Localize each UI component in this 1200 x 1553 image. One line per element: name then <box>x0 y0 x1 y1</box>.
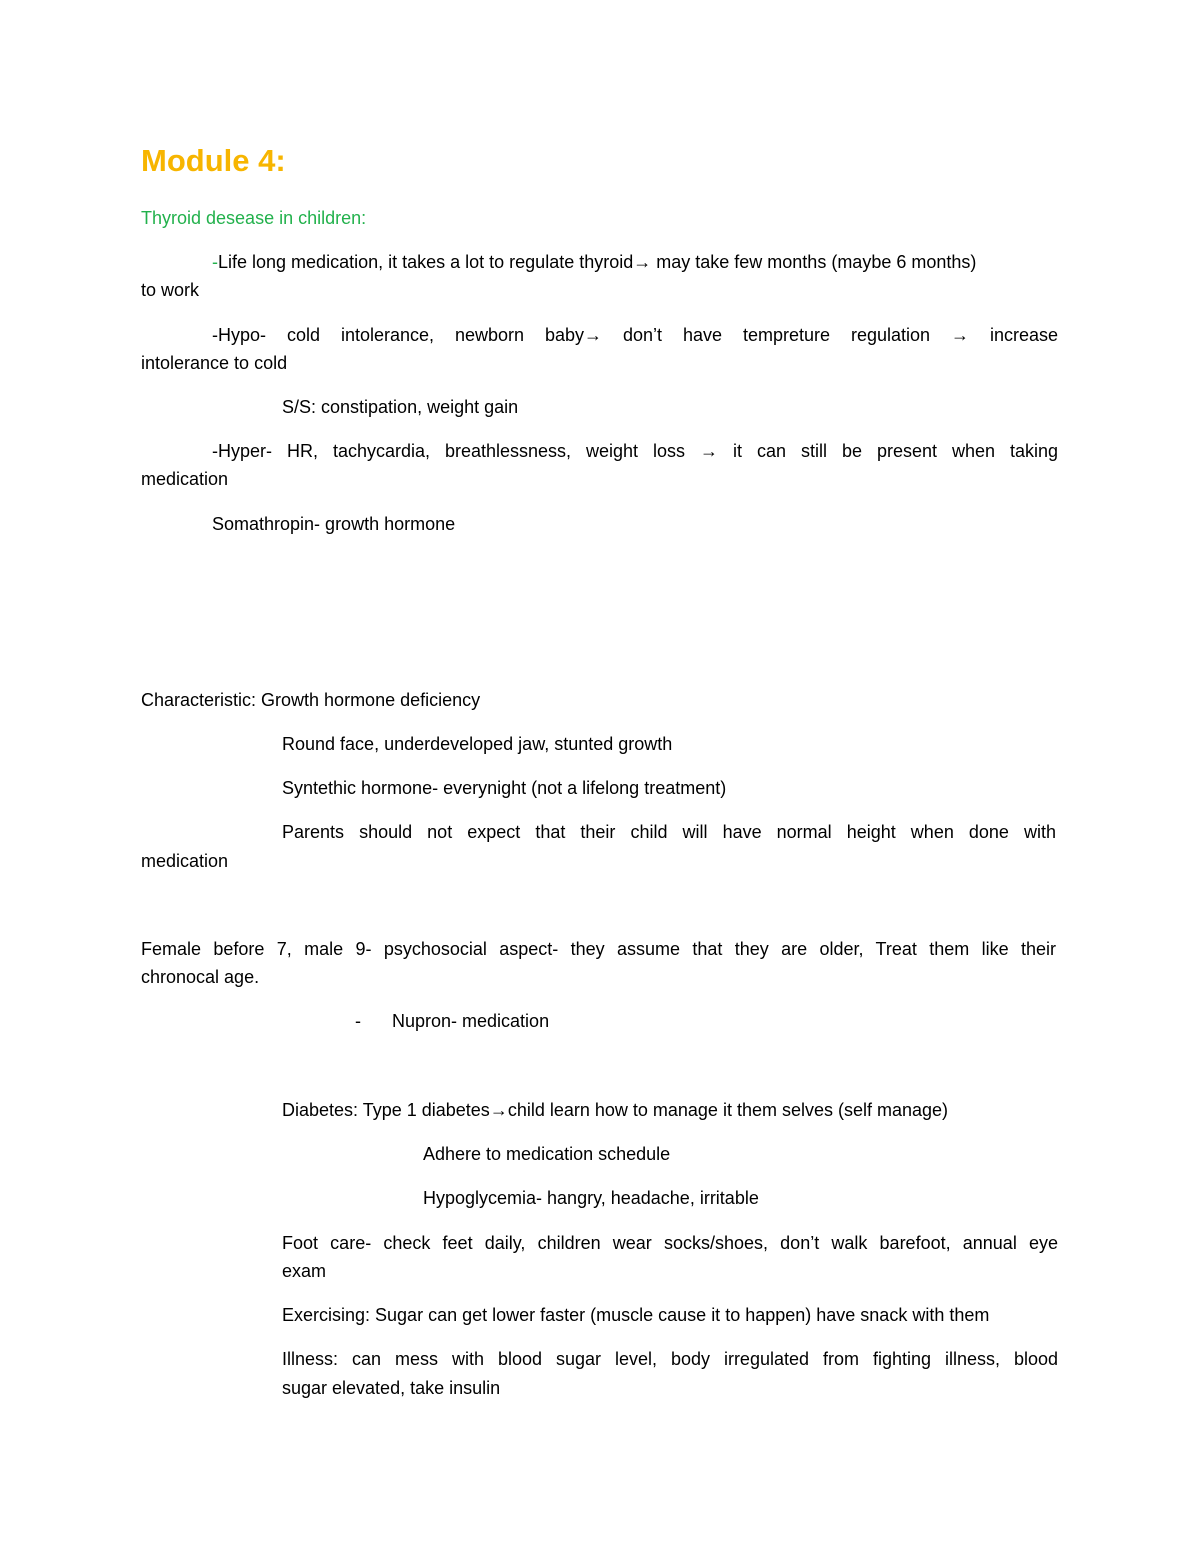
note-line: medication <box>141 851 229 871</box>
note-text: -Hyper- HR, tachycardia, breathlessness, weight loss <box>212 441 701 461</box>
bullet-dash: - <box>355 1011 361 1031</box>
arrow-icon: → <box>633 252 652 272</box>
note-line: Hypoglycemia- hangry, headache, irritable <box>423 1188 759 1208</box>
note-line: to work <box>141 280 200 300</box>
note-line: Nupron- medication <box>392 1011 550 1031</box>
note-text: increase <box>969 325 1058 345</box>
note-line: Characteristic: Growth hormone deficiency <box>141 690 481 710</box>
note-text: child learn how to manage it them selves (self manage) <box>507 1100 949 1120</box>
note-line <box>212 437 1058 465</box>
arrow-icon: → <box>951 325 969 345</box>
note-text: may take few months (maybe 6 months) <box>651 252 977 272</box>
note-text: it can still be present when taking <box>718 441 1059 461</box>
note-line: Syntethic hormone- everynight (not a lifelong treatment) <box>282 778 727 798</box>
note-text: Life long medication, it takes a lot to regulate thyroid <box>218 252 634 272</box>
note-line: Female before 7, male 9- psychosocial aspect- they assume that they are older, Treat them like their <box>141 939 1056 959</box>
bullet-dash: - <box>212 252 218 272</box>
note-line: Foot care- check feet daily, children wear socks/shoes, don’t walk barefoot, annual eye <box>282 1233 1058 1253</box>
note-line: Exercising: Sugar can get lower faster (muscle cause it to happen) have snack with them <box>282 1305 990 1325</box>
page-title: Module 4: <box>141 143 286 178</box>
arrow-icon: → <box>489 1100 508 1120</box>
arrow-icon: → <box>700 441 719 461</box>
section-heading: Thyroid desease in children: <box>141 208 367 228</box>
note-line: Parents should not expect that their child will have normal height when done with <box>282 822 1056 842</box>
note-text: don’t have tempreture regulation <box>602 325 951 345</box>
arrow-icon: → <box>584 325 603 345</box>
note-line: Somathropin- growth hormone <box>212 514 456 534</box>
note-line <box>282 1096 948 1124</box>
note-line: exam <box>282 1261 327 1281</box>
note-line: Illness: can mess with blood sugar level, body irregulated from fighting illness, blood <box>282 1349 1058 1369</box>
note-line: intolerance to cold <box>141 353 288 373</box>
note-line: sugar elevated, take insulin <box>282 1378 501 1398</box>
note-line <box>212 321 1058 349</box>
note-line: medication <box>141 469 229 489</box>
note-line: chronocal age. <box>141 967 260 987</box>
note-line: Adhere to medication schedule <box>423 1144 671 1164</box>
note-line: Round face, underdeveloped jaw, stunted growth <box>282 734 673 754</box>
note-line <box>212 248 1058 276</box>
note-text: Diabetes: Type 1 diabetes <box>282 1100 490 1120</box>
note-line: S/S: constipation, weight gain <box>282 397 519 417</box>
note-text: -Hypo- cold intolerance, newborn baby <box>212 325 585 345</box>
